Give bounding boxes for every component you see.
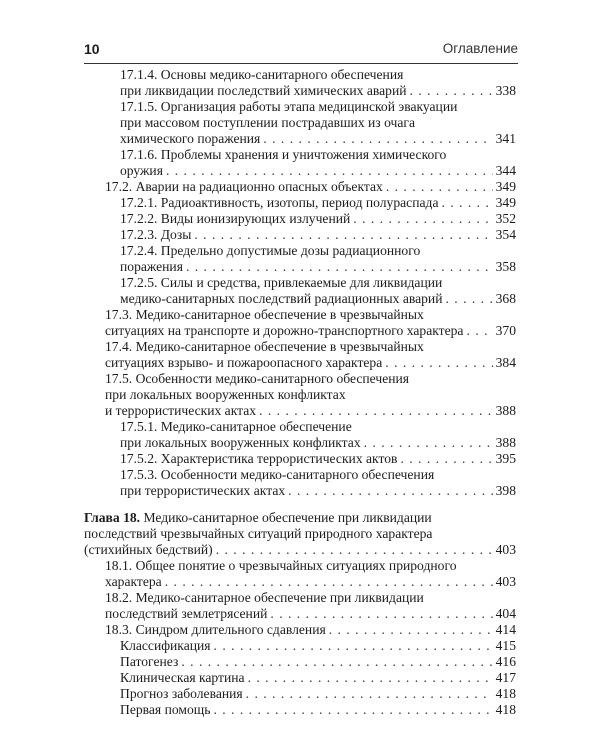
toc-page-number: 403 <box>495 574 516 589</box>
toc-entry[interactable] <box>0 558 600 590</box>
toc-entry-text: 17.2.5. Силы и средства, привлекаемые для ликвидации <box>120 275 443 290</box>
section-gap <box>0 499 600 510</box>
toc-entry[interactable] <box>0 339 600 371</box>
toc-entry-text: Патогенез <box>120 654 179 669</box>
toc-page-number: 370 <box>495 323 516 338</box>
toc-entry-text: (стихийных бедствий) <box>84 542 213 557</box>
toc-entry-text: химического поражения <box>120 131 261 146</box>
toc-entry-text: 18.2. Медико-санитарное обеспечение при ликвидации <box>105 590 424 605</box>
toc-page-number: 418 <box>495 686 516 701</box>
toc-entry[interactable] <box>0 67 600 99</box>
dot-leader <box>386 179 493 195</box>
toc-entry-text: 17.3. Медико-санитарное обеспечение в чрезвычайных <box>105 307 424 322</box>
toc-entry[interactable] <box>0 243 600 275</box>
toc-entry-text: медико-санитарных последствий радиационных аварий <box>120 291 443 306</box>
toc-entry-text: Клиническая картина <box>120 670 245 685</box>
running-title: Оглавление <box>442 41 518 56</box>
running-header <box>84 41 518 64</box>
toc-page-number: 403 <box>495 542 516 557</box>
toc-entry-text: 17.2.3. Дозы <box>120 227 192 242</box>
toc-entry-text: Прогноз заболевания <box>120 686 243 701</box>
toc-page-number: 384 <box>495 355 516 370</box>
toc-entry-text: последствий землетрясений <box>105 606 268 621</box>
dot-leader <box>181 654 492 670</box>
toc-entry-text: Глава 18. Медико-санитарное обеспечение при ликвидации <box>84 510 432 525</box>
toc-entry-text: Классификация <box>120 638 211 653</box>
toc-entry-text: ситуациях на транспорте и дорожно-транспортного характера <box>105 323 464 338</box>
toc-page-number: 414 <box>495 622 516 637</box>
toc-entry-text: ситуациях взрыво- и пожароопасного характера <box>105 355 383 370</box>
toc-entry-text: 17.2. Аварии на радиационно опасных объектах <box>105 179 383 194</box>
dot-leader <box>270 606 492 622</box>
dot-leader <box>353 211 492 227</box>
toc-chapter-entry[interactable] <box>0 510 600 558</box>
toc-entry[interactable] <box>0 195 600 211</box>
toc-entry[interactable] <box>0 179 600 195</box>
toc-entry-text: 17.2.1. Радиоактивность, изотопы, период полураспада <box>120 195 439 210</box>
toc-entry-text: 17.5.2. Характеристика террористических актов <box>120 451 398 466</box>
toc-entry[interactable] <box>0 702 600 718</box>
toc-entry-text: 17.4. Медико-санитарное обеспечение в чрезвычайных <box>105 339 424 354</box>
dot-leader <box>400 451 492 467</box>
toc-entry-text: характера <box>105 574 162 589</box>
toc-entry-text: 18.3. Синдром длительного сдавления <box>105 622 326 637</box>
toc-entry-text: 17.2.4. Предельно допустимые дозы радиационного <box>120 243 421 258</box>
toc-page-number: 415 <box>495 638 516 653</box>
toc-page-number: 354 <box>495 227 516 242</box>
dot-leader <box>166 163 493 179</box>
toc-entry[interactable] <box>0 227 600 243</box>
dot-leader <box>186 259 493 275</box>
toc-entry[interactable] <box>0 275 600 307</box>
toc-entry[interactable] <box>0 467 600 499</box>
toc-page-number: 349 <box>495 195 516 210</box>
toc-entry[interactable] <box>0 451 600 467</box>
toc-entry-text: последствий чрезвычайных ситуаций природного характера <box>84 526 433 541</box>
dot-leader <box>410 83 493 99</box>
toc-entry[interactable] <box>0 654 600 670</box>
toc-page-number: 388 <box>495 403 516 418</box>
dot-leader <box>329 622 493 638</box>
dot-leader <box>194 227 492 243</box>
dot-leader <box>385 355 492 371</box>
toc-entry-text: оружия <box>120 163 163 178</box>
toc-page-number: 358 <box>495 259 516 274</box>
toc-entry[interactable] <box>0 670 600 686</box>
toc-entry-text: 17.5.3. Особенности медико-санитарного обеспечения <box>120 467 435 482</box>
dot-leader <box>214 638 493 654</box>
toc-page-number: 395 <box>495 451 516 466</box>
toc-page-number: 344 <box>495 163 516 178</box>
dot-leader <box>263 131 492 147</box>
toc-page-number: 341 <box>495 131 516 146</box>
toc-page-number: 404 <box>495 606 516 621</box>
toc-entry[interactable] <box>0 99 600 147</box>
dot-leader <box>248 670 493 686</box>
toc-entry-text: и террористических актах <box>105 403 257 418</box>
dot-leader <box>216 542 493 558</box>
dot-leader <box>246 686 493 702</box>
dot-leader <box>288 483 492 499</box>
toc-entry[interactable] <box>0 211 600 227</box>
toc-entry-text: 17.2.2. Виды ионизирующих излучений <box>120 211 351 226</box>
dot-leader <box>364 435 493 451</box>
toc-entry[interactable] <box>0 371 600 419</box>
toc-page-number: 388 <box>495 435 516 450</box>
dot-leader <box>259 403 493 419</box>
toc-entry-text: поражения <box>120 259 183 274</box>
toc-entry-text: Первая помощь <box>120 702 211 717</box>
table-of-contents <box>0 67 600 718</box>
toc-entry-text: при локальных вооруженных конфликтах <box>120 435 361 450</box>
toc-entry-text: 17.1.5. Организация работы этапа медицинской эвакуации <box>120 99 458 114</box>
toc-entry-text: при локальных вооруженных конфликтах <box>105 387 346 402</box>
toc-entry[interactable] <box>0 622 600 638</box>
toc-page-number: 338 <box>495 83 516 98</box>
toc-page-number: 349 <box>495 179 516 194</box>
dot-leader <box>213 702 492 718</box>
toc-entry[interactable] <box>0 638 600 654</box>
toc-entry[interactable] <box>0 307 600 339</box>
toc-entry-text: при массовом поступлении пострадавших из очага <box>120 115 415 130</box>
toc-page-number: 368 <box>495 291 516 306</box>
toc-entry-text: 17.1.6. Проблемы хранения и уничтожения химического <box>120 147 447 162</box>
toc-page-number: 416 <box>495 654 516 669</box>
toc-entry-text: 17.5. Особенности медико-санитарного обеспечения <box>105 371 410 386</box>
chapter-label: Глава 18. <box>84 510 141 525</box>
toc-page-number: 418 <box>495 702 516 717</box>
toc-entry-text: 18.1. Общее понятие о чрезвычайных ситуациях природного <box>105 558 457 573</box>
toc-entry-text: 17.1.4. Основы медико-санитарного обеспечения <box>120 67 404 82</box>
toc-entry[interactable] <box>0 686 600 702</box>
toc-page-number: 417 <box>495 670 516 685</box>
toc-page-number: 352 <box>495 211 516 226</box>
toc-entry[interactable] <box>0 590 600 622</box>
dot-leader <box>445 291 492 307</box>
dot-leader <box>466 323 492 339</box>
toc-entry[interactable] <box>0 419 600 451</box>
dot-leader <box>441 195 492 211</box>
dot-leader <box>165 574 493 590</box>
toc-page-number: 398 <box>495 483 516 498</box>
toc-entry-text: 17.5.1. Медико-санитарное обеспечение <box>120 419 352 434</box>
toc-entry[interactable] <box>0 147 600 179</box>
page-number: 10 <box>84 41 100 57</box>
toc-entry-text: при террористических актах <box>120 483 286 498</box>
toc-entry-text: при ликвидации последствий химических аварий <box>120 83 407 98</box>
